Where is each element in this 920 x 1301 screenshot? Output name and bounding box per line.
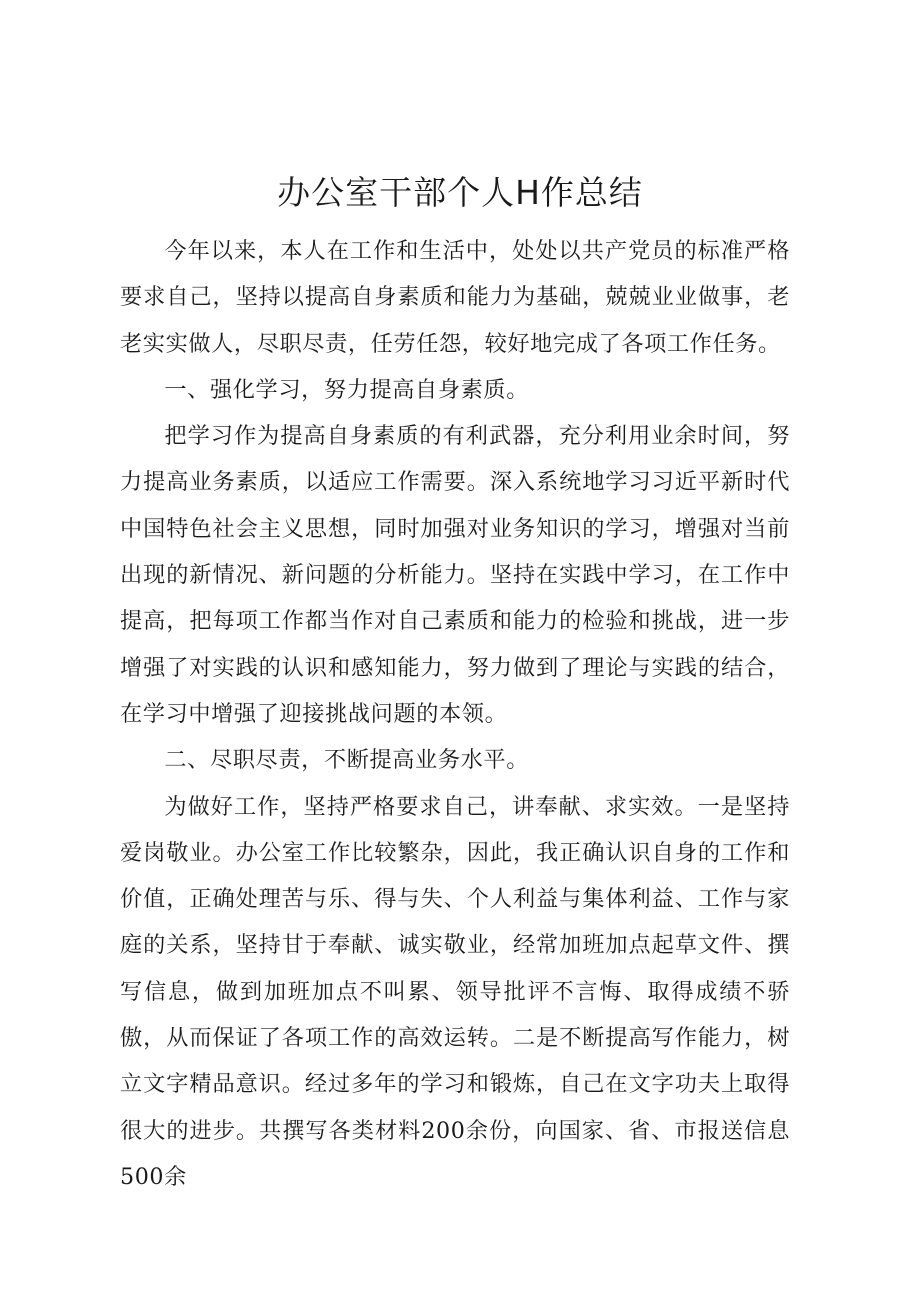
document-title: 办公室干部个人H作总结 bbox=[277, 173, 643, 212]
section-heading-2: 二、尽职尽责，不断提高业务水平。 bbox=[164, 747, 529, 774]
section-heading-1: 一、强化学习，努力提高自身素质。 bbox=[164, 376, 529, 403]
section-2-paragraph: 为做好工作，坚持严格要求自己，讲奉献、求实效。一是坚持爱岗敬业。办公室工作比较繁杂，因此，我正确认识自身的工作和价值，正确处理苦与乐、得与失、个人利益与集体利益、工作与家庭的关系，坚持甘于奉献、诚实敬业，经常加班加点起草文件、撰写信息，做到加班加点不叫累、领导批评不言悔、取得成绩不骄傲，从而保证了各项工作的高效运转。二是不断提高写作能力，树立文字精品意识。经过多年的学习和锻炼，自己在文字功夫上取得很大的进步。共撰写各类材料200余份，向国家、省、市报送信息500余 bbox=[120, 793, 790, 1190]
document-body bbox=[120, 228, 790, 1200]
intro-paragraph: 今年以来，本人在工作和生活中，处处以共产党员的标准严格要求自己，坚持以提高自身素质和能力为基础，兢兢业业做事，老老实实做人，尽职尽责，任劳任怨，较好地完成了各项工作任务。 bbox=[120, 238, 790, 357]
section-1-paragraph: 把学习作为提高自身素质的有利武器，充分利用业余时间，努力提高业务素质，以适应工作需要。深入系统地学习习近平新时代中国特色社会主义思想，同时加强对业务知识的学习，增强对当前出现的新情况、新问题的分析能力。坚持在实践中学习，在工作中提高，把每项工作都当作对自己素质和能力的检验和挑战，进一步增强了对实践的认识和感知能力，努力做到了理论与实践的结合，在学习中增强了迎接挑战问题的本领。 bbox=[120, 423, 790, 727]
